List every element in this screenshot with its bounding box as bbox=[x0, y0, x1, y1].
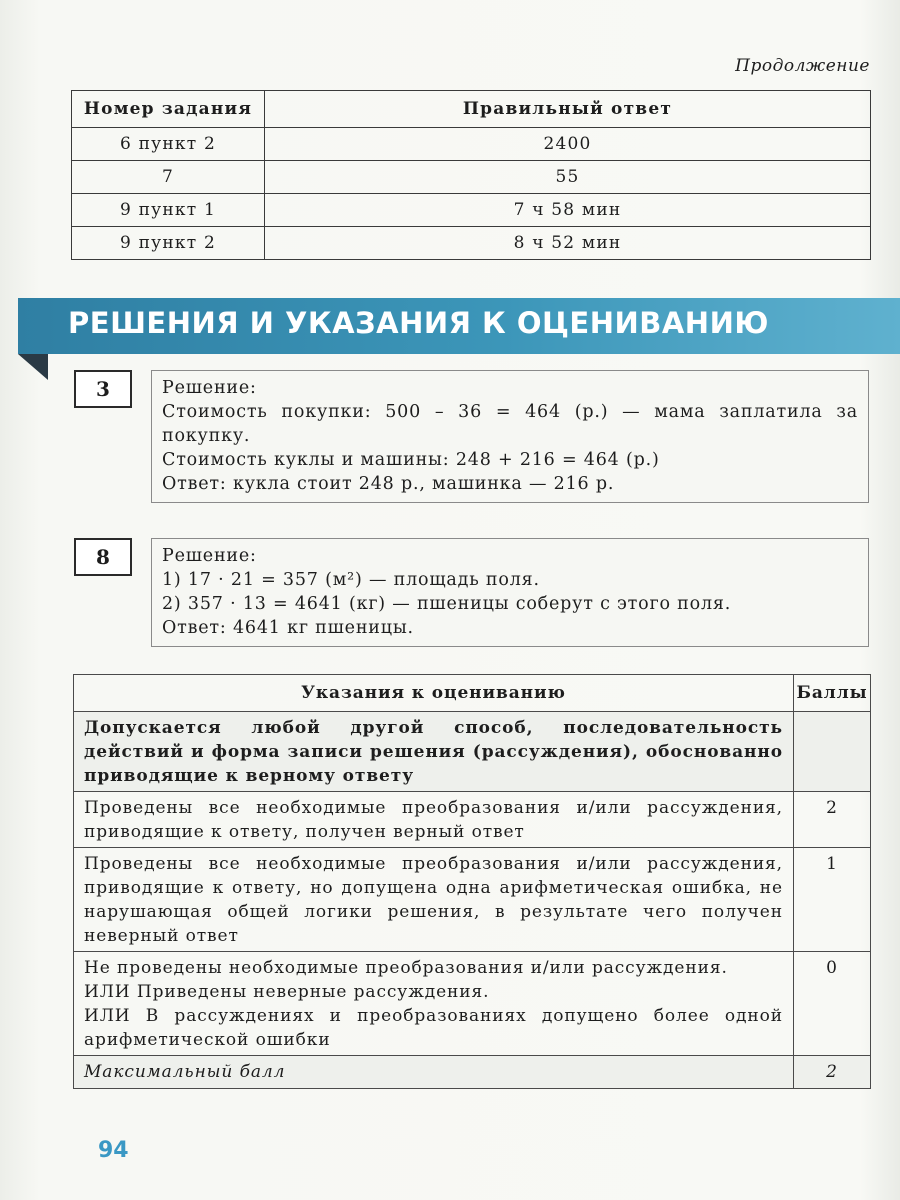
table-header-row bbox=[74, 675, 871, 712]
answer-cell: 8 ч 52 мин bbox=[265, 227, 871, 260]
table-row bbox=[72, 161, 871, 194]
criterion-line: ИЛИ Приведены неверные рассуждения. bbox=[84, 982, 490, 1002]
solution-box-8 bbox=[151, 538, 869, 647]
table-row bbox=[74, 1056, 871, 1089]
task-number-cell: 9 пункт 1 bbox=[72, 194, 265, 227]
task-number-cell: 9 пункт 2 bbox=[72, 227, 265, 260]
solution-answer: Ответ: кукла стоит 248 р., машинка — 216 р. bbox=[162, 474, 615, 494]
answer-cell: 55 bbox=[265, 161, 871, 194]
criterion-line: Не проведены необходимые преобразования и/или рассуждения. bbox=[84, 958, 728, 978]
section-title: РЕШЕНИЯ И УКАЗАНИЯ К ОЦЕНИВАНИЮ bbox=[68, 306, 769, 340]
points-cell: 2 bbox=[794, 792, 871, 848]
points-cell: 1 bbox=[794, 848, 871, 952]
solution-box-3 bbox=[151, 370, 869, 503]
column-header-points: Баллы bbox=[794, 675, 871, 712]
criterion-text: Проведены все необходимые преобразования и/или рассуждения, приводящие к ответу, получен верный ответ bbox=[74, 792, 794, 848]
task-number-badge-8: 8 bbox=[74, 538, 132, 576]
answer-cell: 7 ч 58 мин bbox=[265, 194, 871, 227]
solution-answer: Ответ: 4641 кг пшеницы. bbox=[162, 618, 414, 638]
criterion-text: Проведены все необходимые преобразования и/или рассуждения, приводящие к ответу, но допущена одна арифметическая ошибка, не нарушающая общей логики решения, в результате чего получен неверный ответ bbox=[74, 848, 794, 952]
continuation-label: Продолжение bbox=[735, 56, 870, 76]
solution-heading: Решение: bbox=[162, 546, 257, 566]
table-header-row bbox=[72, 91, 871, 128]
criterion-text bbox=[74, 952, 794, 1056]
grading-criteria-table bbox=[73, 674, 871, 1089]
column-header-task-number: Номер задания bbox=[72, 91, 265, 128]
column-header-correct-answer: Правильный ответ bbox=[265, 91, 871, 128]
table-row bbox=[72, 128, 871, 161]
answers-table bbox=[71, 90, 871, 260]
solution-line: 1) 17 · 21 = 357 (м²) — площадь поля. bbox=[162, 570, 540, 590]
task-number-cell: 6 пункт 2 bbox=[72, 128, 265, 161]
task-number-cell: 7 bbox=[72, 161, 265, 194]
solution-line: Стоимость покупки: 500 – 36 = 464 (р.) — мама заплатила за покупку. bbox=[162, 402, 858, 446]
table-row bbox=[74, 792, 871, 848]
criterion-text: Допускается любой другой способ, последовательность действий и форма записи решения (рассуждения), обоснованно приводящие к верному ответу bbox=[74, 712, 794, 792]
criterion-line: ИЛИ В рассуждениях и преобразованиях допущено более одной арифметической ошибки bbox=[84, 1006, 783, 1050]
table-row bbox=[74, 848, 871, 952]
solution-line: Стоимость куклы и машины: 248 + 216 = 464 (р.) bbox=[162, 450, 660, 470]
points-cell: 0 bbox=[794, 952, 871, 1056]
table-row bbox=[74, 712, 871, 792]
table-row bbox=[72, 227, 871, 260]
column-header-grading-instructions: Указания к оцениванию bbox=[74, 675, 794, 712]
points-cell bbox=[794, 712, 871, 792]
table-row bbox=[72, 194, 871, 227]
banner-fold bbox=[18, 354, 48, 380]
max-score-value: 2 bbox=[794, 1056, 871, 1089]
table-row bbox=[74, 952, 871, 1056]
max-score-label: Максимальный балл bbox=[74, 1056, 794, 1089]
solution-line: 2) 357 · 13 = 4641 (кг) — пшеницы соберут с этого поля. bbox=[162, 594, 732, 614]
task-number-badge-3: 3 bbox=[74, 370, 132, 408]
page-number: 94 bbox=[98, 1138, 129, 1163]
answer-cell: 2400 bbox=[265, 128, 871, 161]
solution-heading: Решение: bbox=[162, 378, 257, 398]
